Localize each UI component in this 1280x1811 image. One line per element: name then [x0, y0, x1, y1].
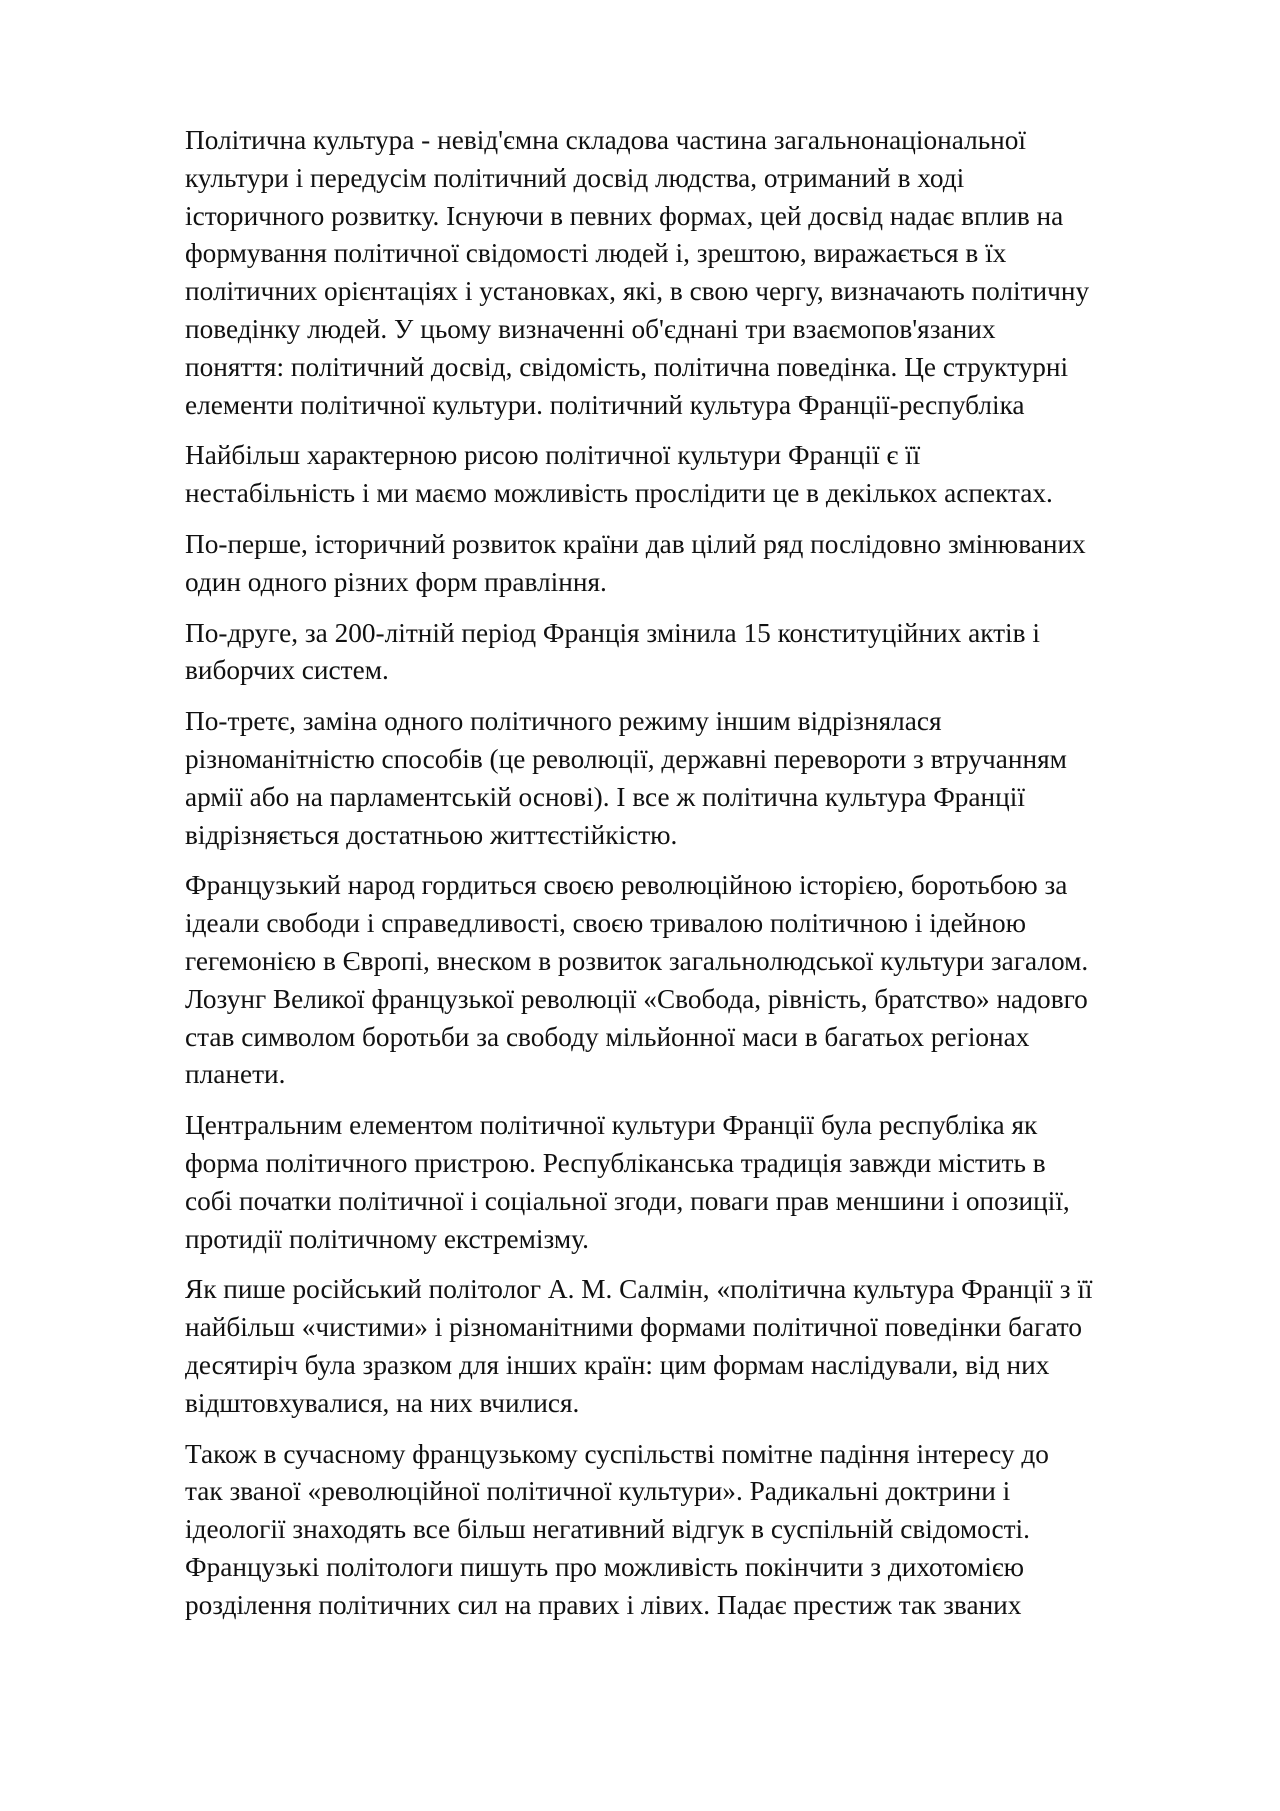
paragraph-modern-society: Також в сучасному французькому суспільстві помітне падіння інтересу до так званої «революційної політичної культури». Радикальні доктрини і ідеології знаходять все більш негативний відгук в суспільній свідомості. Французькі політологи пишуть про можливість покінчити з дихотомією розділення політичних сил на правих і лівих. Падає престиж так званих — [185, 1438, 1049, 1620]
paragraph-second-point: По-друге, за 200-літній період Франція змінила 15 конституційних актів і виборчих систем. — [185, 617, 1040, 686]
document-body — [185, 122, 1205, 1637]
paragraph-revolutionary-history: Французький народ гордиться своєю революційною історією, боротьбою за ідеали свободи і справедливості, своєю тривалою політичною і ідейною гегемонією в Європі, внеском в розвиток загальнолюдської культури загалом. Лозунг Великої французької революції «Свобода, рівність, братство» надовго став символом боротьби за свободу мільйонної маси в багатьох регіонах планети. — [185, 870, 1089, 1090]
paragraph-third-point: По-третє, заміна одного політичного режиму іншим відрізнялася різноманітністю способів (це революції, державні перевороти з втручанням армії або на парламентській основі). І все ж політична культура Франції відрізняється достатньою життєстійкістю. — [185, 706, 1067, 850]
paragraph-political-culture-definition: Політична культура - невід'ємна складова частина загальнонаціональної культури і передусім політичний досвід людства, отриманий в ході історичного розвитку. Існуючи в певних формах, цей досвід надає вплив на формування політичної свідомості людей і, зрештою, виражається в їх політичних орієнтаціях і установках, які, в свою чергу, визначають політичну поведінку людей. У цьому визначенні об'єднані три взаємопов'язаних поняття: політичний досвід, свідомість, політична поведінка. Це структурні елементи політичної культури. політичний культура Франції-республіка — [185, 125, 1090, 420]
paragraph-salmin-quote: Як пише російський політолог А. М. Салмін, «політична культура Франції з її найбільш «чистими» і різноманітними формами політичної поведінки багато десятиріч була зразком для інших країн: цим формам наслідували, від них відштовхувалися, на них вчилися. — [185, 1274, 1093, 1418]
paragraph-first-point: По-перше, історичний розвиток країни дав цілий ряд послідовно змінюваних один одного різних форм правління. — [185, 528, 1086, 597]
paragraph-instability: Найбільш характерною рисою політичної культури Франції є її нестабільність і ми маємо можливість прослідити це в декількох аспектах. — [185, 440, 1053, 509]
paragraph-republic-element: Центральним елементом політичної культури Франції була республіка як форма політичного пристрою. Республіканська традиція завжди містить в собі початки політичної і соціальної згоди, поваги прав меншини і опозиції, протидії політичному екстремізму. — [185, 1110, 1070, 1254]
